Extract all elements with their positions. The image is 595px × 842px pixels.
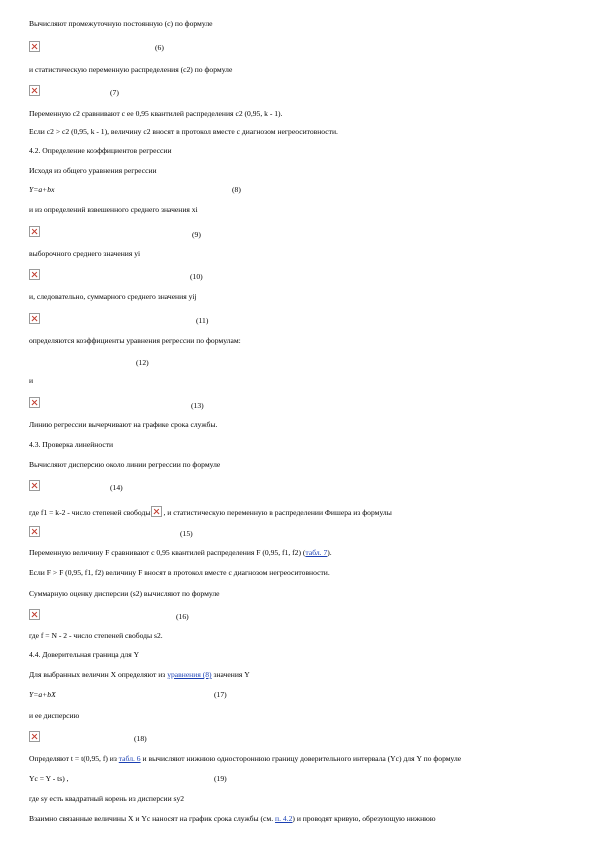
text-segment: Переменную величину F сравнивают с 0,95 квантилей распределения F (0,95, f1, f2) ( [29, 548, 306, 557]
section-heading: 4.2. Определение коэффициентов регрессии [29, 146, 172, 155]
text-segment: Определяют t = t(0,95, f) из [29, 754, 117, 763]
equation-link[interactable]: уравнения (8) [167, 670, 212, 679]
text-line: Вычисляют дисперсию около линии регрессии по формуле [29, 460, 221, 469]
text-line: и [29, 376, 34, 385]
formula-number: (16) [176, 612, 189, 621]
broken-image-icon [29, 480, 40, 491]
text-line [29, 815, 436, 823]
text-line: где f = N - 2 - число степеней свободы s2. [29, 631, 163, 640]
text-line: и статистическую переменную распределения (c2) по формуле [29, 65, 233, 74]
formula-number: (6) [155, 43, 164, 52]
text-line: где sy есть квадратный корень из дисперсии sy2 [29, 794, 185, 803]
formula-number: (8) [232, 185, 241, 194]
text-segment: Взаимно связанные величины X и Yc наносят на график срока службы (см. [29, 814, 274, 823]
text-line: Переменную c2 сравнивают с ее 0,95 квантилей распределения c2 (0,95, k - 1). [29, 109, 283, 118]
text-line: Суммарную оценку дисперсии (s2) вычисляют по формуле [29, 589, 220, 598]
broken-image-icon [29, 226, 40, 237]
formula-number: (11) [196, 316, 209, 325]
text-line: и, следовательно, суммарного среднего значения yij [29, 292, 197, 301]
text-line: и ее дисперсию [29, 711, 80, 720]
broken-image-icon [29, 526, 40, 537]
text-line: Исходя из общего уравнения регрессии [29, 166, 157, 175]
text-line: выборочного среднего значения yi [29, 249, 141, 258]
text-line [29, 755, 461, 763]
text-line: определяются коэффициенты уравнения регрессии по формулам: [29, 336, 241, 345]
text-segment: где f1 = k-2 - число степеней свободы [29, 508, 151, 517]
text-line [29, 549, 332, 557]
text-line: Линию регрессии вычерчивают на графике срока службы. [29, 420, 218, 429]
formula-number: (10) [190, 272, 203, 281]
formula-number: (18) [134, 734, 147, 743]
text-segment: значения Y [213, 670, 250, 679]
text-segment: , и статистическую переменную в распределении Фишера из формулы [163, 508, 392, 517]
broken-image-icon [29, 731, 40, 742]
formula-number: (17) [214, 690, 227, 699]
table-link[interactable]: табл. 7 [305, 548, 328, 557]
text-line [29, 506, 392, 517]
text-line: Yc = Y - ts) , [29, 774, 69, 783]
formula-number: (14) [110, 483, 123, 492]
text-segment: ) и проводят кривую, обрезующую нижнюю [292, 814, 436, 823]
formula-number: (19) [214, 774, 227, 783]
formula-number: (13) [191, 401, 204, 410]
section-heading: 4.4. Доверительная граница для Y [29, 650, 140, 659]
table-link[interactable]: табл. 6 [118, 754, 141, 763]
equation-line: Y=a+bX [29, 690, 56, 699]
text-line: Вычисляют промежуточную постоянную (с) по формуле [29, 19, 213, 28]
text-segment: Для выбранных величин X определяют из [29, 670, 166, 679]
formula-number: (9) [192, 230, 201, 239]
broken-image-icon [29, 609, 40, 620]
text-line [29, 671, 250, 679]
text-segment: ). [327, 548, 332, 557]
formula-number: (7) [110, 88, 119, 97]
equation-line: Y=a+bx [29, 185, 55, 194]
text-line: и из определений взвешенного среднего значения xi [29, 205, 198, 214]
broken-image-icon [151, 506, 162, 517]
text-line: Если c2 > c2 (0,95, k - 1), величину c2 вносят в протокол вместе с диагнозом негреоситовности. [29, 127, 338, 136]
broken-image-icon [29, 313, 40, 324]
text-segment: и вычисляют нижнюю одностороннюю границу доверительного интервала (Yc) для Y по формуле [142, 754, 462, 763]
broken-image-icon [29, 85, 40, 96]
section-link[interactable]: п. 4.2 [275, 814, 293, 823]
text-line: Если F > F (0,95, f1, f2) величину F вносят в протокол вместе с диагнозом негреоситовности. [29, 568, 330, 577]
broken-image-icon [29, 397, 40, 408]
section-heading: 4.3. Проверка линейности [29, 440, 114, 449]
formula-number: (12) [136, 358, 149, 367]
broken-image-icon [29, 269, 40, 280]
broken-image-icon [29, 41, 40, 52]
formula-number: (15) [180, 529, 193, 538]
